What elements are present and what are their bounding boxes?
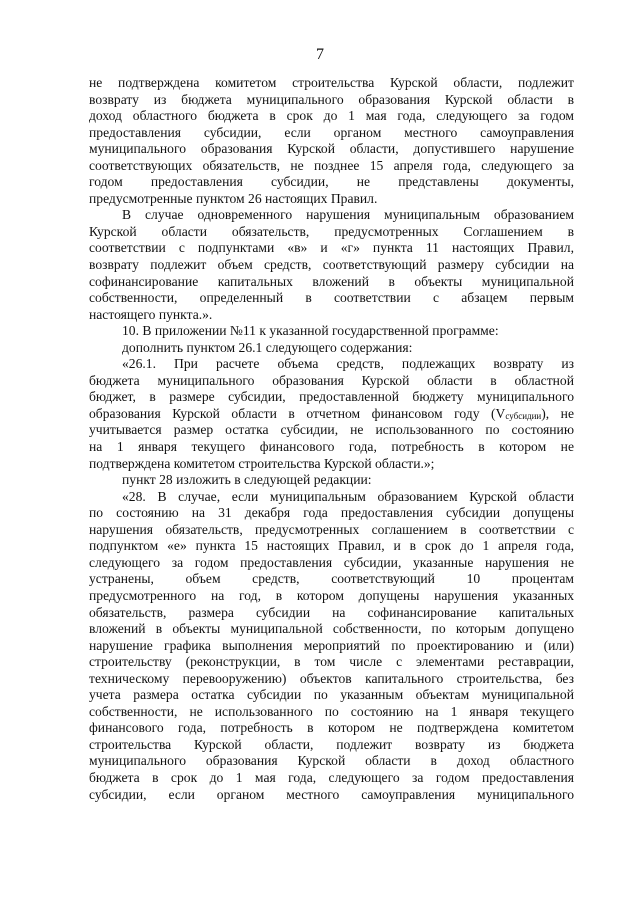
paragraph-first-line: дополнить пунктом 26.1 следующего содержания:: [122, 339, 413, 355]
text-line: на 1 января текущего финансового года, потребность в котором не: [89, 439, 574, 455]
text-line: собственности, не использованного по состоянию на 1 января текущего: [89, 703, 574, 719]
text-line: годом предоставления субсидии, не представлены документы,: [89, 174, 574, 190]
text-line: муниципального образования Курской области, допустившего нарушение: [89, 141, 574, 157]
text-line: соответствии с подпунктами «в» и «г» пункта 11 настоящих Правил,: [89, 240, 574, 256]
text-segment: ), не: [541, 405, 574, 421]
text-line: подпунктом «е» пункта 15 настоящих Правил, и в срок до 1 апреля года,: [89, 538, 574, 554]
text-line: возврату подлежит объем средств, соответствующий размеру субсидии на: [89, 257, 574, 273]
text-line: нарушения обязательств, предусмотренных соглашением в соответствии с: [89, 521, 574, 537]
text-line: устранены, объем средств, соответствующий 10 процентам: [89, 571, 574, 587]
text-line: следующего за годом предоставления субсидии, указанные нарушения не: [89, 554, 574, 570]
text-line: учета размера остатка субсидии по указанным объектам муниципальной: [89, 687, 574, 703]
text-line: финансового года, потребность в котором не подтверждена комитетом: [89, 720, 574, 736]
text-segment: образования Курской области в отчетном финансовом году (V: [89, 405, 506, 421]
text-line: строительству (реконструкции, в том числе с элементами реставрации,: [89, 654, 574, 670]
text-line: обязательств, размера субсидии на софинансирование капитальных: [89, 604, 574, 620]
text-line: муниципального образования Курской области в доход областного: [89, 753, 574, 769]
text-line: софинансирование капитальных вложений в объекты муниципальной: [89, 273, 574, 289]
text-line-with-subscript: [89, 406, 574, 423]
text-line: по состоянию на 31 декабря года предоставления субсидии допущены: [89, 505, 574, 521]
text-line: подтверждена комитетом строительства Курской области.»;: [89, 455, 435, 471]
paragraph-first-line: пункт 28 изложить в следующей редакции:: [122, 472, 372, 488]
text-line: возврату из бюджета муниципального образования Курской области в: [89, 91, 574, 107]
text-line: нарушение графика выполнения мероприятий по проектированию и (или): [89, 637, 574, 653]
subscript-text: субсидии: [505, 410, 542, 421]
paragraph-first-line: «26.1. При расчете объема средств, подлежащих возврату из: [122, 356, 574, 372]
text-line: не подтверждена комитетом строительства Курской области, подлежит: [89, 75, 574, 90]
text-line: соответствующих обязательств, не позднее 15 апреля года, следующего за: [89, 157, 574, 173]
text-line: субсидии, если органом местного самоуправления муниципального: [89, 786, 574, 802]
text-line: предоставления субсидии, если органом местного самоуправления: [89, 124, 574, 140]
text-line: учитывается размер остатка субсидии, не использованного по состоянию: [89, 422, 574, 438]
text-line: предусмотренные пунктом 26 настоящих Правил.: [89, 190, 378, 206]
page-number: 7: [316, 46, 324, 63]
text-line: настоящего пункта.».: [89, 306, 213, 322]
paragraph-first-line: 10. В приложении №11 к указанной государственной программе:: [122, 323, 499, 339]
text-line: строительства Курской области, подлежит возврату из бюджета: [89, 736, 574, 752]
text-line: собственности, определенный в соответствии с абзацем первым: [89, 290, 574, 306]
text-line: техническому перевооружению) объектов капитального строительства, без: [89, 670, 574, 686]
text-line: доход областного бюджета в срок до 1 мая года, следующего за годом: [89, 108, 574, 124]
text-line: бюджета муниципального образования Курской области в областной: [89, 372, 574, 388]
text-line: вложений в объекты муниципальной собственности, по которым допущено: [89, 621, 574, 637]
text-line: бюджет, в размере субсидии, предоставленной бюджету муниципального: [89, 389, 574, 405]
paragraph-first-line: В случае одновременного нарушения муниципальным образованием: [122, 207, 574, 223]
paragraph-first-line: «28. В случае, если муниципальным образованием Курской области: [122, 488, 574, 504]
text-line: бюджета в срок до 1 мая года, следующего за годом предоставления: [89, 769, 574, 785]
text-line: предусмотренного на год, в котором допущены нарушения указанных: [89, 587, 574, 603]
text-line: Курской области обязательств, предусмотренных Соглашением в: [89, 223, 574, 239]
document-body: [89, 75, 574, 803]
